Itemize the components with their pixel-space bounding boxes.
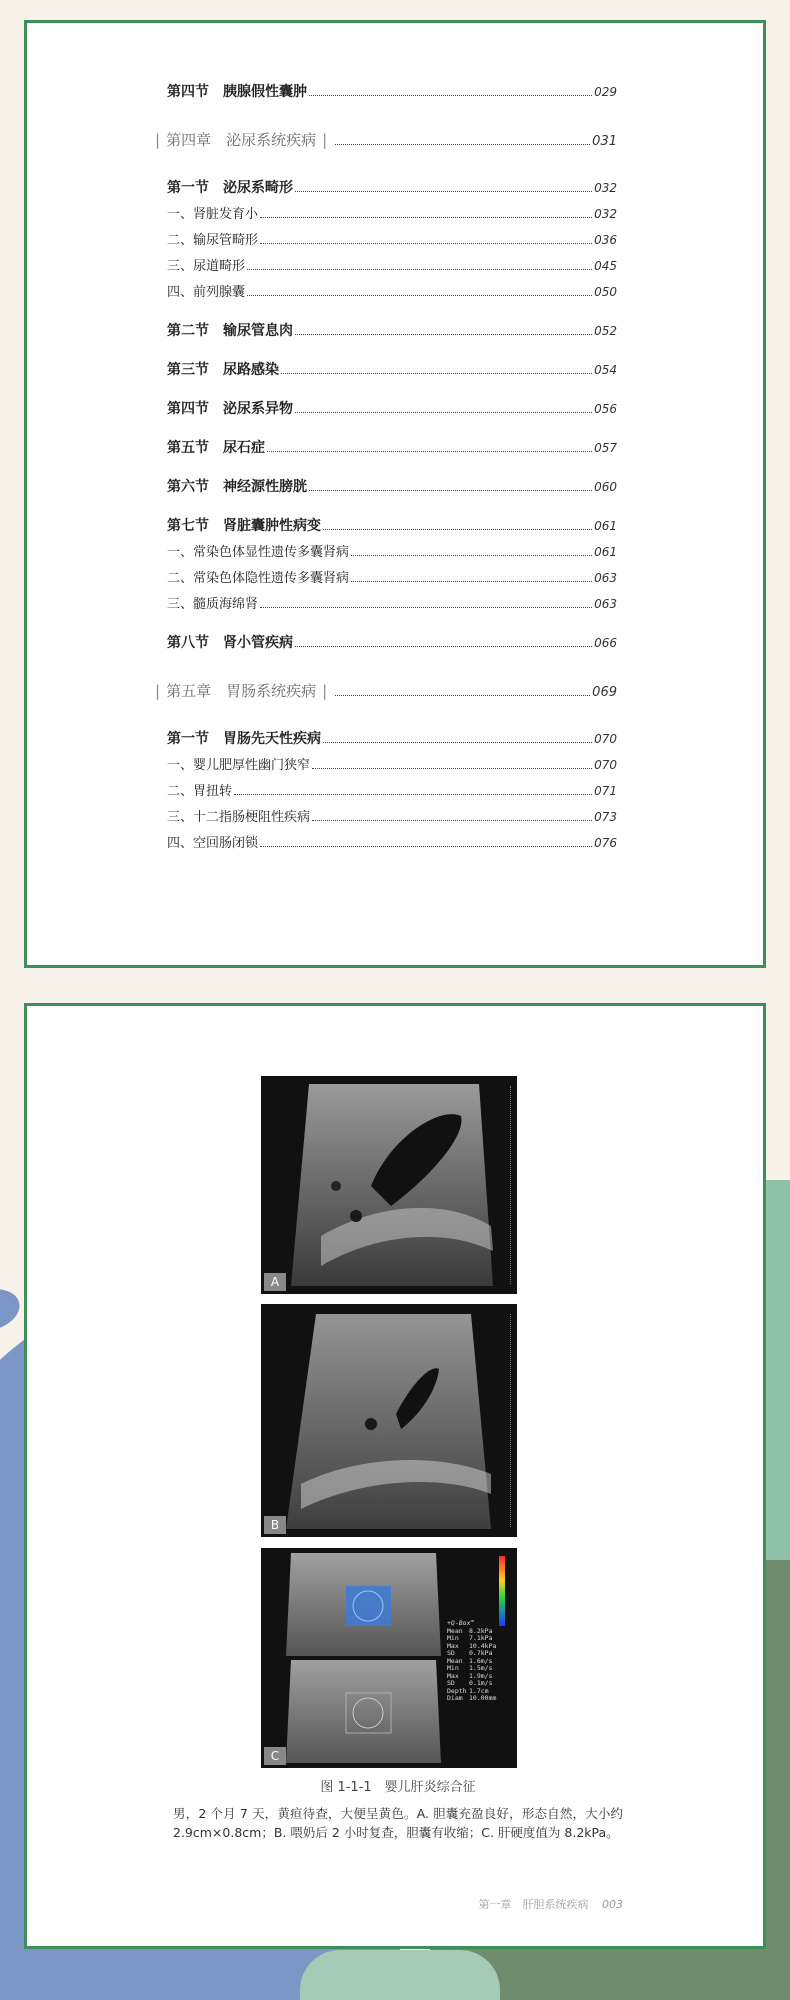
qbox-key: Min [447,1664,459,1672]
qbox-key: SD [447,1649,455,1657]
toc-leader-dots [323,742,592,743]
qbox-rows [447,1628,496,1703]
panel-label-a: A [264,1273,286,1291]
toc-item-row[interactable] [167,756,617,774]
footer-chapter: 第一章 肝胆系统疾病 [478,1898,589,1911]
qbox-key: Max [447,1641,459,1650]
qbox-key: Mean [447,1656,463,1665]
toc-item-row[interactable] [167,595,617,613]
qbox-value: 10.4kPa [469,1641,497,1650]
toc-page [24,20,766,968]
toc-entry-title: 一、婴儿肥厚性幽门狭窄 [167,758,311,773]
toc-page-number: 071 [594,784,617,798]
page-footer [479,1896,624,1912]
toc-item-row[interactable] [167,283,617,301]
chapter-bar-right: | [322,682,328,700]
toc-page-number: 056 [594,402,617,416]
depth-scale [503,1086,511,1284]
toc-entry-title: 第四节 胰腺假性囊肿 [167,84,307,100]
toc-section-row[interactable] [167,83,617,101]
toc-entry-title: 四、前列腺囊 [167,285,246,300]
toc-page-number: 061 [594,545,617,559]
qbox-value: 1.6m/s [469,1656,493,1665]
toc-leader-dots [295,412,592,413]
toc-leader-dots [247,269,592,270]
toc-item-row[interactable] [167,834,617,852]
toc-entry-title: 第五节 尿石症 [167,440,265,456]
toc-page-number: 031 [592,134,617,149]
toc-leader-dots [335,144,590,145]
toc-leader-dots [312,820,592,821]
toc-item-row[interactable] [167,808,617,826]
toc-item-row[interactable] [167,569,617,587]
toc-page-number: 070 [594,758,617,772]
panel-label-c: C [264,1747,286,1765]
toc-leader-dots [295,334,592,335]
depth-scale [503,1314,511,1527]
qbox-title: +Q-Box™ [447,1619,475,1627]
toc-entry-title: 二、常染色体隐性遗传多囊肾病 [167,571,350,586]
toc-page-number: 061 [594,519,617,533]
ultrasound-image-a [261,1076,517,1294]
toc-entry-title: 第一节 泌尿系畸形 [167,180,293,196]
toc-entry-title: 第六节 神经源性膀胱 [167,479,307,495]
toc-leader-dots [260,607,592,608]
toc-section-row[interactable] [167,478,617,496]
toc-page-number: 073 [594,810,617,824]
toc-page-number: 050 [594,285,617,299]
toc-page-number: 070 [594,732,617,746]
toc-page-number: 054 [594,363,617,377]
chapter-bar-right: | [322,131,328,149]
qbox-value: 1.9m/s [469,1671,493,1680]
toc-leader-dots [351,555,592,556]
toc-entry-title: 第四节 泌尿系异物 [167,401,293,417]
qbox-value: 1.5m/s [469,1664,493,1672]
toc-leader-dots [295,646,592,647]
toc-leader-dots [335,695,590,696]
toc-leader-dots [295,191,592,192]
toc-chapter-row[interactable] [155,680,617,702]
toc-chapter-row[interactable] [155,129,617,151]
qbox-key: Min [447,1634,459,1642]
toc-entry-title: 一、常染色体显性遗传多囊肾病 [167,545,350,560]
toc-entry-title: 第五章 胃肠系统疾病 [166,682,317,700]
toc-page-number: 029 [594,85,617,99]
toc-section-row[interactable] [167,730,617,748]
toc-page-number: 052 [594,324,617,338]
toc-entry-title: 第三节 尿路感染 [167,362,279,378]
toc-section-row[interactable] [167,400,617,418]
decor-blue-small-shape [0,1283,24,1337]
toc-page-number: 066 [594,636,617,650]
toc-leader-dots [260,243,592,244]
toc-leader-dots [309,95,592,96]
toc-leader-dots [351,581,592,582]
toc-entry-title: 三、十二指肠梗阻性疾病 [167,810,311,825]
panel-label-b: B [264,1516,286,1534]
figure-page [24,1003,766,1949]
toc-section-row[interactable] [167,634,617,652]
qbox-value: 10.00mm [469,1694,497,1702]
figure-caption: 图 1-1-1 婴儿肝炎综合征 [320,1780,476,1795]
toc-page-number: 045 [594,259,617,273]
toc-leader-dots [267,451,592,452]
qbox-key: Max [447,1671,459,1680]
toc-section-row[interactable] [167,179,617,197]
toc-section-row[interactable] [167,439,617,457]
toc-entry-title: 一、肾脏发育小 [167,207,259,222]
figure-description: 男，2 个月 7 天，黄疸待查，大便呈黄色。A. 胆囊充盈良好，形态自然，大小约 2.9cm×0.8cm；B. 喂奶后 2 小时复查，胆囊有收缩；C. 肝硬度值为 8.2kPa。 [173,1806,623,1840]
footer-page-number: 003 [602,1898,623,1911]
toc-leader-dots [312,768,592,769]
toc-item-row[interactable] [167,231,617,249]
toc-item-row[interactable] [167,257,617,275]
qbox-value: 8.2kPa [469,1626,493,1635]
toc-page-number: 032 [594,181,617,195]
qbox-row [447,1695,496,1703]
toc-leader-dots [247,295,592,296]
toc-leader-dots [234,794,592,795]
qbox-key: SD [447,1679,455,1687]
elastography-image-c [261,1548,517,1768]
ultrasound-image-b [261,1304,517,1537]
toc-entry-title: 三、髓质海绵肾 [167,597,259,612]
decor-teal-bottom-shape [300,1950,500,2000]
toc-entry-title: 第二节 输尿管息肉 [167,323,293,339]
toc-page-number: 060 [594,480,617,494]
toc-leader-dots [281,373,592,374]
toc-leader-dots [309,490,592,491]
toc-page-number: 036 [594,233,617,247]
chapter-bar-left: | [155,682,161,700]
toc-page-number: 076 [594,836,617,850]
toc-section-row[interactable] [167,361,617,379]
chapter-bar-left: | [155,131,161,149]
toc-page-number: 063 [594,597,617,611]
qbox-key: Depth [447,1686,467,1695]
toc-item-row[interactable] [167,543,617,561]
toc-entry-title: 二、胃扭转 [167,784,233,799]
toc-page-number: 069 [592,685,617,700]
toc-entry-title: 二、输尿管畸形 [167,233,259,248]
qbox-value: 7.1kPa [469,1634,493,1642]
toc-section-row[interactable] [167,322,617,340]
toc-entry-title: 四、空回肠闭锁 [167,836,259,851]
qbox-key: Diam [447,1694,463,1702]
toc-page-number: 063 [594,571,617,585]
qbox-value: 1.7cm [469,1686,489,1695]
qbox-value: 0.1m/s [469,1679,493,1687]
toc-page-number: 032 [594,207,617,221]
toc-entry-title: 三、尿道畸形 [167,259,246,274]
qbox-key: Mean [447,1626,463,1635]
table-of-contents [155,83,617,852]
toc-item-row[interactable] [167,782,617,800]
toc-entry-title: 第一节 胃肠先天性疾病 [167,731,321,747]
toc-entry-title: 第八节 肾小管疾病 [167,635,293,651]
toc-entry-title: 第七节 肾脏囊肿性病变 [167,518,321,534]
toc-section-row[interactable] [167,517,617,535]
toc-leader-dots [260,217,592,218]
toc-page-number: 057 [594,441,617,455]
qbox-readout [447,1620,496,1703]
qbox-value: 0.7kPa [469,1649,493,1657]
toc-entry-title: 第四章 泌尿系统疾病 [166,131,317,149]
toc-item-row[interactable] [167,205,617,223]
toc-leader-dots [323,529,592,530]
toc-leader-dots [260,846,592,847]
